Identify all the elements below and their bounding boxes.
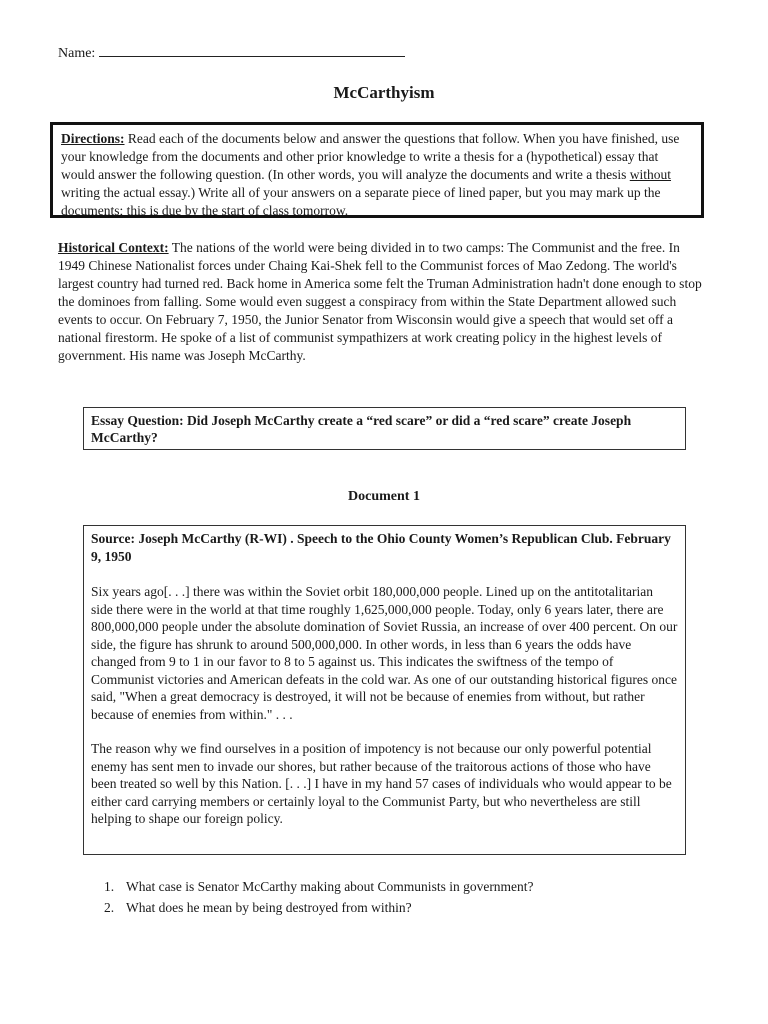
document-1-paragraph-1: Six years ago[. . .] there was within the Soviet orbit 180,000,000 people. Lined up on the antitotalitarian side there were in the world at that time roughly 1,625,000,000 people. Today, only 6 years later, there are 800,000,000 people under the absolute domination of Soviet Russia, an increase of over 400 percent. On our side, the figure has shrunk to around 500,000,000. In other words, in less than 6 years the odds have changed from 9 to 1 in our favor to 8 to 5 against us. This indicates the swiftness of the tempo of Communist victories and American defeats in the cold war. As one of our outstanding historical figures once said, "When a great democracy is destroyed, it will not be because of enemies from without, but rather because of enemies from within." . . .: [91, 584, 678, 722]
name-blank-line: [99, 44, 405, 57]
directions-text-before: Read each of the documents below and answer the questions that follow. When you have finished, use your knowledge from the documents and other prior knowledge to write a thesis for a (hypothetical) essay that would answer the following question. (In other words, you will analyze the documents and write a thesis: [61, 131, 680, 182]
document-1-source: Source: Joseph McCarthy (R-WI) . Speech to the Ohio County Women’s Republican Club. February 9, 1950: [91, 531, 671, 564]
historical-context-label: Historical Context:: [58, 240, 169, 255]
directions-text-after: writing the actual essay.) Write all of your answers on a separate piece of lined paper, but you may mark up the documents; this is due by the start of class tomorrow.: [61, 185, 661, 218]
question-number: 2.: [104, 900, 115, 915]
document-1-heading: Document 1: [348, 489, 420, 504]
directions-label: Directions:: [61, 131, 125, 146]
question-item: [104, 897, 704, 918]
document-1-paragraph-2: The reason why we find ourselves in a position of impotency is not because our only powerful potential enemy has sent men to invade our shores, but rather because of the traitorous actions of those who have been treated so well by this Nation. [. . .] I have in my hand 57 cases of individuals who would appear to be either card carrying members or certainly loyal to the Communist Party, but who nevertheless are still helping to shape our foreign policy.: [91, 741, 672, 826]
directions-box: [50, 122, 704, 218]
name-line: [58, 44, 405, 62]
essay-question-box: Essay Question: Did Joseph McCarthy create a “red scare” or did a “red scare” create Joseph McCarthy?: [83, 407, 686, 450]
question-item: [104, 876, 704, 897]
question-text: What case is Senator McCarthy making about Communists in government?: [126, 879, 534, 894]
directions-underlined-word: without: [629, 167, 672, 182]
document-1-box: [83, 525, 686, 855]
page-title: McCarthyism: [333, 83, 435, 102]
question-list: [104, 876, 704, 918]
question-number: 1.: [104, 879, 115, 894]
question-text: What does he mean by being destroyed from within?: [126, 900, 412, 915]
historical-context-text: The nations of the world were being divided in to two camps: The Communist and the free. In 1949 Chinese Nationalist forces under Chaing Kai-Shek fell to the Communist forces of Mao Zedong. The world's largest country had turned red. Back home in America some felt the Truman Administration hadn't done enough to stop the dominoes from falling. Some would even suggest a conspiracy from within the State Department allowed such events to occur. On February 7, 1950, the Junior Senator from Wisconsin would give a speech that would set off a national firestorm. He spoke of a list of communist sympathizers at work creating policy in the highest levels of government. His name was Joseph McCarthy.: [58, 240, 702, 363]
name-label: Name:: [58, 46, 96, 61]
historical-context: [58, 239, 708, 365]
